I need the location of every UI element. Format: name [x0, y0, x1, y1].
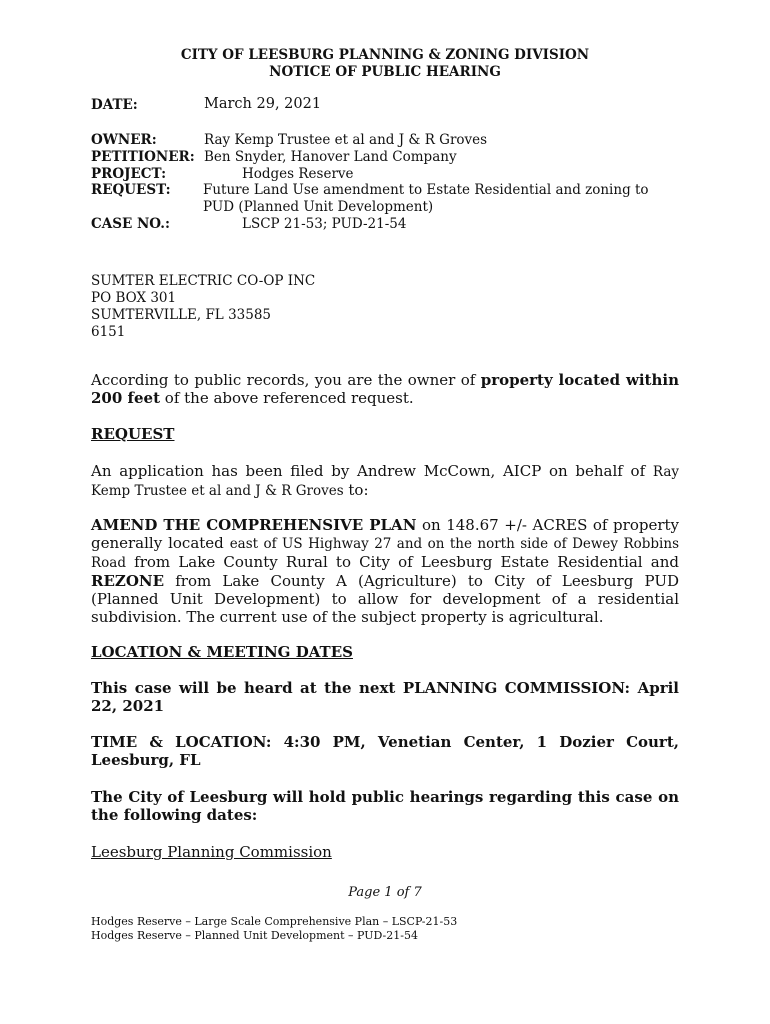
location-heading: LOCATION & MEETING DATES: [91, 643, 353, 661]
project-label: PROJECT:: [91, 166, 167, 182]
footer-line-2: Hodges Reserve – Planned Unit Development – PUD-21-54: [91, 929, 418, 942]
owner-label: OWNER:: [91, 132, 157, 148]
header-notice: NOTICE OF PUBLIC HEARING: [269, 64, 501, 80]
request-label: REQUEST:: [91, 182, 171, 198]
owner-value: Ray Kemp Trustee et al and J & R Groves: [204, 132, 488, 148]
request-heading: REQUEST: [91, 425, 175, 443]
date-label: DATE:: [91, 97, 138, 113]
time-location: TIME & LOCATION: 4:30 PM, Venetian Center, 1 Dozier Court, Leesburg, FL: [91, 733, 679, 769]
amend-text: on 148.67 +/- ACRES of property generally located: [91, 516, 679, 552]
amend-text-2: from Lake County Rural to City of Leesburg Estate Residential and: [125, 553, 679, 571]
amend-paragraph: [91, 516, 679, 626]
amend-heading: AMEND THE COMPREHENSIVE PLAN: [91, 516, 417, 534]
petitioner-value: Ben Snyder, Hanover Land Company: [204, 149, 457, 165]
planning-commission-label: Leesburg Planning Commission: [91, 843, 332, 861]
recipient-address: [91, 273, 315, 341]
case-label: CASE NO.:: [91, 216, 170, 232]
address-line: PO BOX 301: [91, 290, 177, 306]
header-division: CITY OF LEESBURG PLANNING & ZONING DIVISION: [180, 47, 590, 63]
address-line: SUMTERVILLE, FL 33585: [91, 307, 272, 323]
request-text-end: to:: [343, 481, 369, 499]
rezone-heading: REZONE: [91, 572, 165, 590]
page-number: Page 1 of 7: [348, 885, 422, 900]
petitioner-label: PETITIONER:: [91, 149, 195, 165]
date-value: March 29, 2021: [204, 96, 322, 112]
request-text: An application has been filed by Andrew McCown, AICP on behalf of: [91, 462, 653, 480]
address-line: 6151: [91, 324, 126, 340]
amend-text-3: from Lake County A (Agriculture) to City of Leesburg PUD (Planned Unit Development) to allow for development of a residential subdivision. The current use of the subject property is agricultural.: [91, 572, 679, 626]
hearing-notice: This case will be heard at the next PLANNING COMMISSION: April 22, 2021: [91, 679, 679, 715]
intro-text: According to public records, you are the owner of: [91, 371, 481, 389]
request-value-line1: Future Land Use amendment to Estate Residential and zoning to: [203, 182, 649, 198]
request-value-line2: PUD (Planned Unit Development): [203, 199, 434, 215]
request-paragraph: [91, 462, 679, 500]
intro-emphasis: property located within 200 feet: [91, 371, 679, 407]
address-line: SUMTER ELECTRIC CO-OP INC: [91, 273, 316, 289]
intro-text-end: of the above referenced request.: [160, 389, 414, 407]
footer-line-1: Hodges Reserve – Large Scale Comprehensive Plan – LSCP-21-53: [91, 915, 458, 928]
case-value: LSCP 21-53; PUD-21-54: [242, 216, 407, 232]
amend-location: east of US Highway 27 and on the north side of Dewey Robbins Road: [91, 536, 679, 571]
request-owner-names: Ray Kemp Trustee et al and J & R Groves: [91, 464, 679, 499]
project-value: Hodges Reserve: [242, 166, 354, 182]
intro-paragraph: [91, 371, 679, 407]
hearing-dates-intro: The City of Leesburg will hold public hearings regarding this case on the following dates:: [91, 788, 679, 824]
